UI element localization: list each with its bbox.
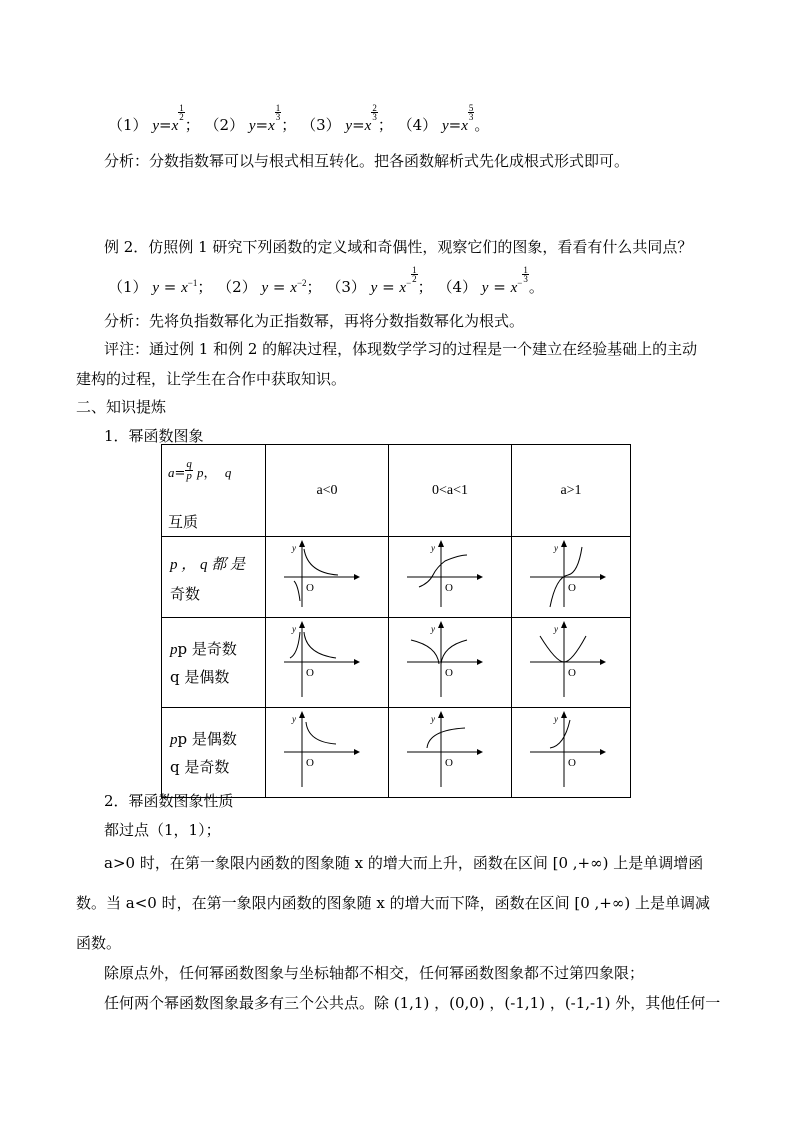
graph-cell-r2c1 (266, 618, 389, 708)
ex1-item-3: （3） y=x $\frac{2}{3}$ ； (301, 103, 393, 134)
y-axis-label: y (292, 543, 296, 553)
x-axis-arrow (477, 749, 483, 755)
ex1-item-4: （4） y=x $\frac{5}{3}$ 。 (397, 103, 490, 134)
origin-label: O (306, 582, 314, 594)
graph-even-gt1 (512, 618, 630, 703)
y-axis-label: y (431, 714, 435, 724)
x-axis-arrow (354, 574, 360, 580)
ex1-analysis: 分析：分数指数幂可以与根式相互转化。把各函数解析式先化成根式形式即可。 (104, 152, 630, 170)
origin-label: O (445, 582, 453, 594)
x-axis-arrow (354, 659, 360, 665)
ex2-item-3: （3） y = x− $\frac{1}{2}$ ； (326, 265, 433, 296)
graph-cell-r3c1 (266, 708, 389, 798)
ex2-comment-2: 建构的过程，让学生在合作中获取知识。 (76, 370, 347, 388)
y-axis-arrow (561, 711, 567, 718)
row-label-1: p ， q 都 是 奇数 (162, 537, 266, 618)
x-axis-arrow (477, 659, 483, 665)
graph-cell-r2c3 (512, 618, 631, 708)
subsection-1-heading: 1．幂函数图象 (104, 427, 204, 445)
ex2-item-4: （4） y = x− $\frac{1}{3}$ 。 (437, 265, 544, 296)
origin-label: O (306, 667, 314, 679)
ex2-title: 例 2．仿照例 1 研究下列函数的定义域和奇偶性，观察它们的图象，看看有什么共同点？ (104, 238, 693, 256)
corner-formula: a= $\frac{q}{p}$ p， q (168, 458, 232, 482)
origin-label: O (568, 757, 576, 769)
col-header-2: 0<a<1 (389, 445, 512, 537)
graph-cell-r3c2 (389, 708, 512, 798)
graph-half-gt1 (512, 708, 630, 793)
subsection-2-heading: 2．幂函数图象性质 (104, 792, 234, 810)
graph-odd-gt1 (512, 537, 630, 613)
graph-half-neg (266, 708, 388, 793)
y-axis-label: y (292, 714, 296, 724)
ex2-formulas (108, 266, 544, 297)
y-axis-arrow (561, 621, 567, 628)
ex2-item-1: （1） $y = x^{-1}$； (108, 278, 213, 296)
graph-odd-frac (389, 537, 511, 613)
ex1-formulas (108, 104, 489, 135)
ex2-analysis: 分析：先将负指数幂化为正指数幂，再将分数指数幂化为根式。 (104, 312, 525, 330)
origin-label: O (568, 667, 576, 679)
origin-label: O (445, 757, 453, 769)
property-2-line-2: 数。当 a<0 时，在第一象限内函数的图象随 x 的增大而下降，函数在区间 [0 ,+∞) 上是单调减 (76, 894, 710, 912)
origin-label: O (445, 667, 453, 679)
graph-cell-r1c2 (389, 537, 512, 618)
x-axis-arrow (600, 574, 606, 580)
y-axis-label: y (554, 624, 558, 634)
x-axis-arrow (600, 659, 606, 665)
x-axis-arrow (477, 574, 483, 580)
row-label-2: pp 是奇数 q 是偶数 (162, 618, 266, 708)
y-axis-arrow (299, 540, 305, 547)
property-2-line-3: 函数。 (76, 934, 122, 952)
y-axis-label: y (431, 543, 435, 553)
section-heading: 二、知识提炼 (76, 398, 167, 416)
y-axis-arrow (438, 711, 444, 718)
graph-cell-r1c1 (266, 537, 389, 618)
graph-even-neg (266, 618, 388, 703)
y-axis-arrow (438, 621, 444, 628)
x-axis-arrow (354, 749, 360, 755)
property-1: 都过点（1，1）； (104, 821, 221, 839)
row-label-3: pp 是偶数 q 是奇数 (162, 708, 266, 798)
table-corner-cell (162, 445, 266, 537)
origin-label: O (568, 582, 576, 594)
graph-even-frac (389, 618, 511, 703)
y-axis-arrow (299, 711, 305, 718)
y-axis-arrow (438, 540, 444, 547)
graph-cell-r3c3 (512, 708, 631, 798)
y-axis-label: y (431, 624, 435, 634)
col-header-1: a<0 (266, 445, 389, 537)
property-2-line-1: a>0 时，在第一象限内函数的图象随 x 的增大而上升，函数在区间 [0 ,+∞) 上是单调增函 (104, 854, 704, 872)
y-axis-arrow (561, 540, 567, 547)
origin-label: O (306, 757, 314, 769)
ex2-comment-1: 评注：通过例 1 和例 2 的解决过程，体现数学学习的过程是一个建立在经验基础上的主动 (104, 340, 698, 358)
y-axis-label: y (292, 624, 296, 634)
property-3: 除原点外，任何幂函数图象与坐标轴都不相交，任何幂函数图象都不过第四象限； (104, 964, 645, 982)
graph-odd-neg (266, 537, 388, 613)
property-4: 任何两个幂函数图象最多有三个公共点。除 (1,1) ，(0,0) ，(-1,1) ，(-1,-1) 外，其他任何一 (104, 994, 721, 1012)
y-axis-arrow (299, 621, 305, 628)
y-axis-label: y (554, 543, 558, 553)
y-axis-label: y (554, 714, 558, 724)
power-function-graph-table (161, 444, 631, 798)
graph-cell-r1c3 (512, 537, 631, 618)
graph-half-frac (389, 708, 511, 793)
graph-cell-r2c2 (389, 618, 512, 708)
x-axis-arrow (600, 749, 606, 755)
ex1-item-1: （1） y=x $\frac{1}{2}$ ； (108, 103, 200, 134)
ex1-item-2: （2） y=x $\frac{1}{3}$ ； (204, 103, 297, 134)
col-header-3: a>1 (512, 445, 631, 537)
ex2-item-2: （2） $y = x^{-2}$； (217, 278, 322, 296)
corner-text: 互质 (168, 513, 199, 531)
